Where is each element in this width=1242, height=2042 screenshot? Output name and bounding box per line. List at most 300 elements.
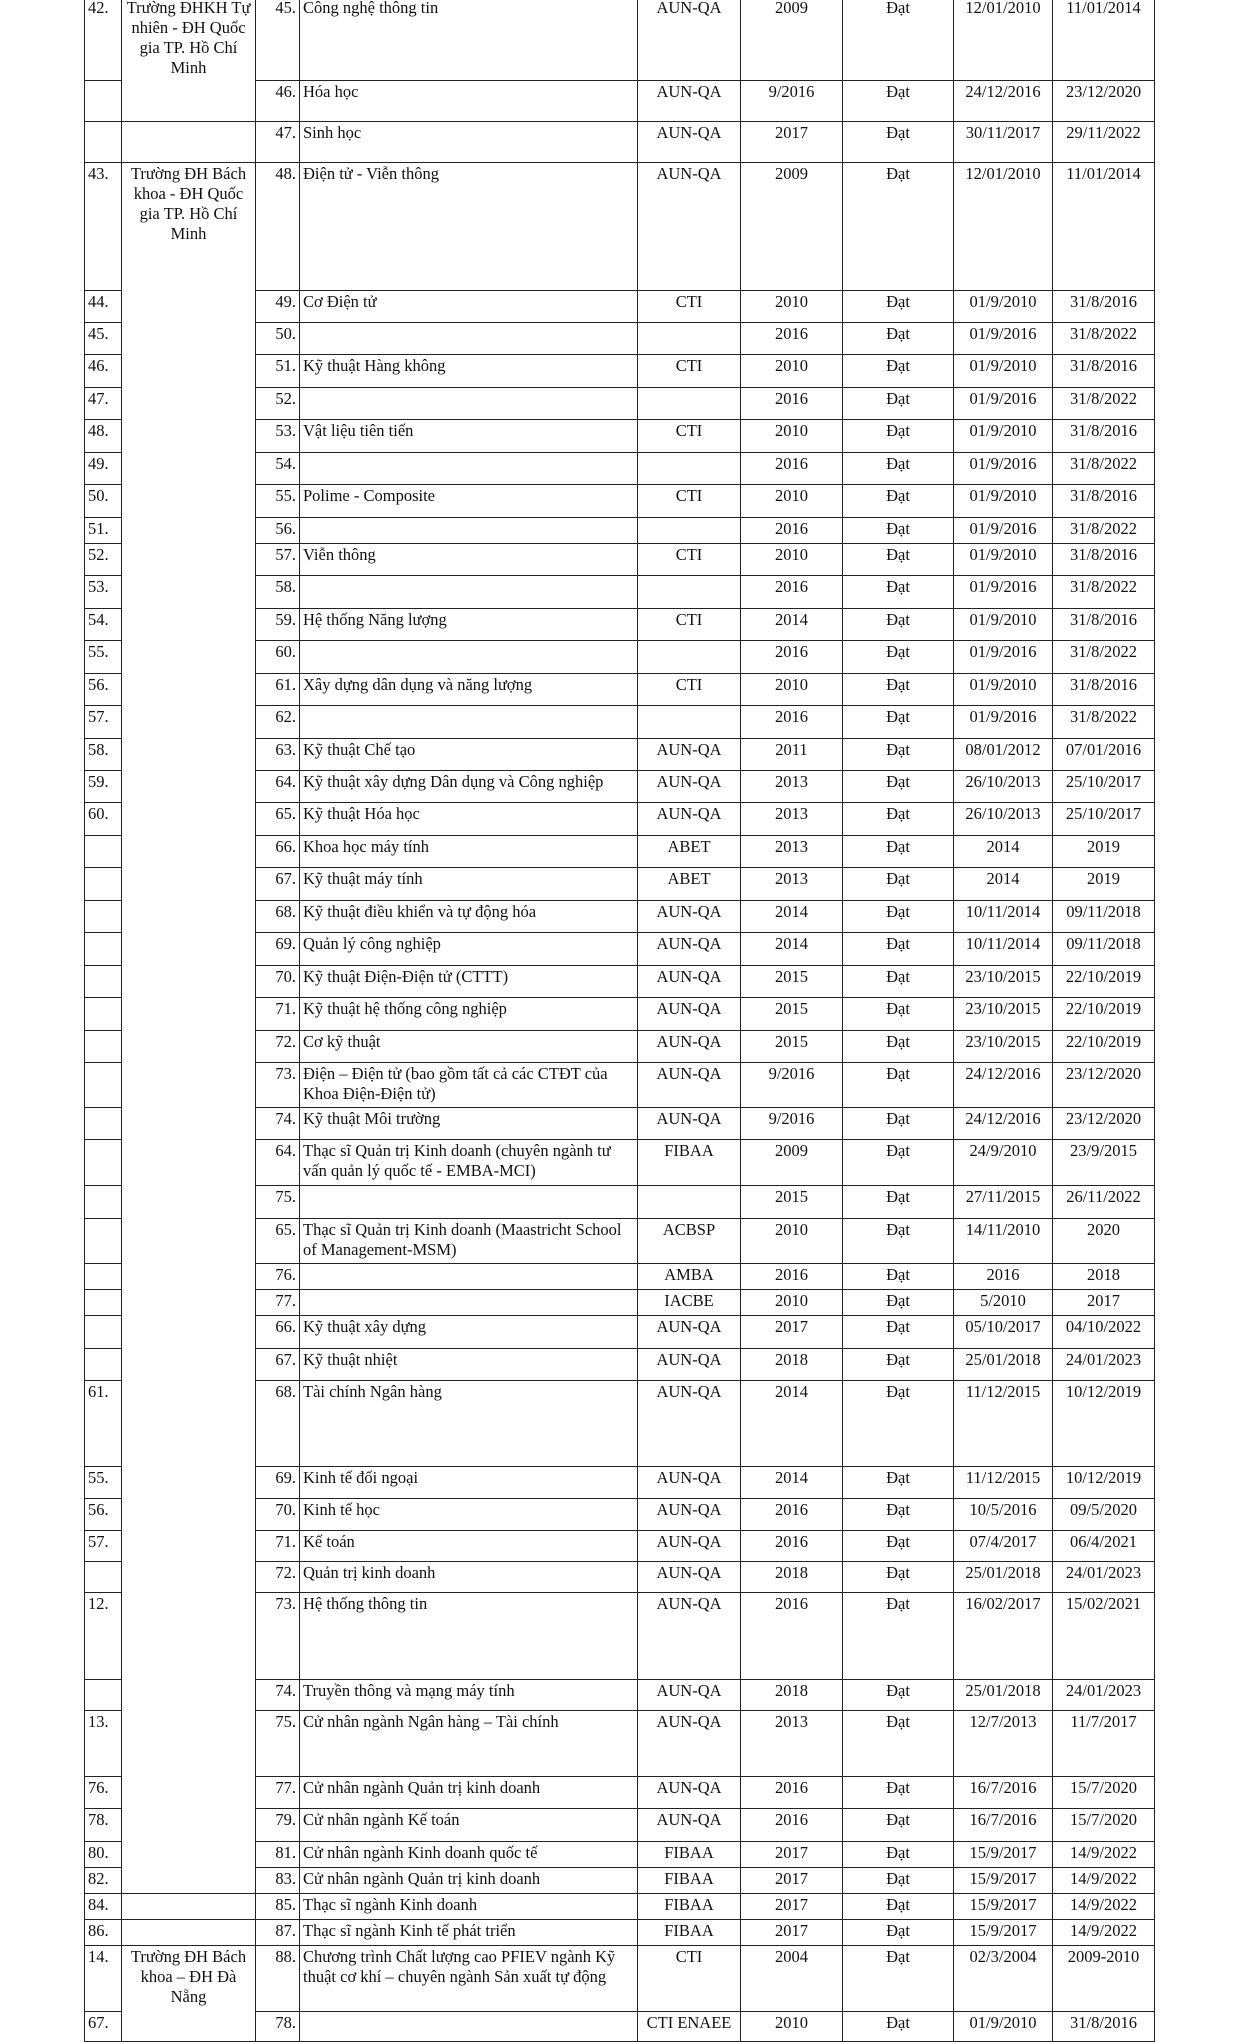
evaluation-result: Đạt: [843, 901, 954, 933]
program-name: Cử nhân ngành Ngân hàng – Tài chính: [300, 1711, 638, 1777]
evaluation-result: Đạt: [843, 163, 954, 291]
certificate-expiry-date: 2017: [1053, 1290, 1155, 1316]
accreditation-standard: AUN-QA: [638, 933, 741, 966]
program-number: 59.: [256, 609, 300, 641]
program-number: 83.: [256, 1868, 300, 1894]
certificate-expiry-date: 31/8/2022: [1053, 323, 1155, 355]
certificate-issue-date: 25/01/2018: [954, 1349, 1053, 1381]
program-name: [300, 1290, 638, 1316]
evaluation-result: Đạt: [843, 1711, 954, 1777]
program-number: 70.: [256, 966, 300, 998]
certificate-issue-date: 14/11/2010: [954, 1219, 1053, 1264]
row-number: 12.: [85, 1593, 122, 1680]
certificate-expiry-date: 2020: [1053, 1219, 1155, 1264]
evaluation-year: 2009: [741, 163, 843, 291]
certificate-issue-date: 15/9/2017: [954, 1868, 1053, 1894]
program-number: 58.: [256, 576, 300, 609]
program-number: 74.: [256, 1108, 300, 1140]
program-number: 68.: [256, 1381, 300, 1467]
evaluation-result: Đạt: [843, 609, 954, 641]
row-number: [85, 1186, 122, 1219]
program-name: Điện – Điện tử (bao gồm tất cả các CTĐT của Khoa Điện-Điện tử): [300, 1063, 638, 1108]
certificate-expiry-date: 10/12/2019: [1053, 1467, 1155, 1499]
program-number: 45.: [256, 0, 300, 81]
certificate-issue-date: 01/9/2010: [954, 420, 1053, 453]
accreditation-standard: ABET: [638, 836, 741, 868]
program-name: [300, 323, 638, 355]
certificate-issue-date: 15/9/2017: [954, 1920, 1053, 1946]
accreditation-standard: AUN-QA: [638, 122, 741, 163]
certificate-issue-date: 05/10/2017: [954, 1316, 1053, 1349]
program-number: 61.: [256, 674, 300, 706]
evaluation-result: Đạt: [843, 323, 954, 355]
evaluation-year: 2017: [741, 1842, 843, 1868]
row-number: [85, 998, 122, 1031]
certificate-expiry-date: 09/5/2020: [1053, 1499, 1155, 1531]
certificate-expiry-date: 31/8/2022: [1053, 518, 1155, 544]
accreditation-standard: AMBA: [638, 1264, 741, 1290]
program-number: 69.: [256, 1467, 300, 1499]
accreditation-standard: AUN-QA: [638, 739, 741, 771]
program-name: Vật liệu tiên tiến: [300, 420, 638, 453]
program-number: 56.: [256, 518, 300, 544]
program-number: 76.: [256, 1264, 300, 1290]
accreditation-standard: FIBAA: [638, 1920, 741, 1946]
certificate-expiry-date: 04/10/2022: [1053, 1316, 1155, 1349]
program-name: Hóa học: [300, 81, 638, 122]
evaluation-year: 2004: [741, 1946, 843, 2012]
evaluation-year: 2010: [741, 485, 843, 518]
accreditation-standard: FIBAA: [638, 1842, 741, 1868]
accreditation-standard: CTI: [638, 674, 741, 706]
table-row: [85, 163, 1155, 291]
program-name: Kỹ thuật hệ thống công nghiệp: [300, 998, 638, 1031]
accreditation-standard: [638, 388, 741, 420]
evaluation-result: Đạt: [843, 1031, 954, 1063]
certificate-issue-date: 11/12/2015: [954, 1467, 1053, 1499]
certificate-issue-date: 12/7/2013: [954, 1711, 1053, 1777]
certificate-expiry-date: 26/11/2022: [1053, 1186, 1155, 1219]
evaluation-year: 2014: [741, 609, 843, 641]
certificate-expiry-date: 31/8/2016: [1053, 544, 1155, 576]
certificate-expiry-date: 31/8/2022: [1053, 576, 1155, 609]
evaluation-result: Đạt: [843, 1140, 954, 1186]
evaluation-year: 2016: [741, 1809, 843, 1842]
evaluation-result: Đạt: [843, 81, 954, 122]
accreditation-table: [84, 0, 1155, 2042]
program-number: 47.: [256, 122, 300, 163]
evaluation-result: Đạt: [843, 1809, 954, 1842]
row-number: [85, 1680, 122, 1711]
program-number: 52.: [256, 388, 300, 420]
certificate-issue-date: 24/12/2016: [954, 81, 1053, 122]
evaluation-result: Đạt: [843, 771, 954, 803]
evaluation-result: Đạt: [843, 998, 954, 1031]
evaluation-result: Đạt: [843, 291, 954, 323]
evaluation-year: 2015: [741, 1031, 843, 1063]
certificate-issue-date: 01/9/2010: [954, 485, 1053, 518]
certificate-issue-date: 12/01/2010: [954, 163, 1053, 291]
row-number: [85, 966, 122, 998]
evaluation-result: Đạt: [843, 1467, 954, 1499]
program-number: 78.: [256, 2012, 300, 2042]
table-body: [85, 0, 1155, 2042]
program-name: Khoa học máy tính: [300, 836, 638, 868]
accreditation-standard: AUN-QA: [638, 1531, 741, 1562]
accreditation-standard: FIBAA: [638, 1140, 741, 1186]
evaluation-year: 2013: [741, 836, 843, 868]
certificate-expiry-date: 31/8/2022: [1053, 641, 1155, 674]
row-number: 86.: [85, 1920, 122, 1946]
certificate-issue-date: 27/11/2015: [954, 1186, 1053, 1219]
evaluation-year: 2016: [741, 453, 843, 485]
certificate-issue-date: 01/9/2010: [954, 544, 1053, 576]
row-number: 47.: [85, 388, 122, 420]
program-name: Kinh tế đối ngoại: [300, 1467, 638, 1499]
program-name: Kỹ thuật nhiệt: [300, 1349, 638, 1381]
program-name: Kỹ thuật Môi trường: [300, 1108, 638, 1140]
certificate-expiry-date: 14/9/2022: [1053, 1842, 1155, 1868]
evaluation-year: 2016: [741, 1531, 843, 1562]
accreditation-standard: IACBE: [638, 1290, 741, 1316]
evaluation-result: Đạt: [843, 1063, 954, 1108]
certificate-issue-date: 15/9/2017: [954, 1842, 1053, 1868]
row-number: 60.: [85, 803, 122, 836]
evaluation-year: 2009: [741, 0, 843, 81]
certificate-issue-date: 16/02/2017: [954, 1593, 1053, 1680]
certificate-issue-date: 08/01/2012: [954, 739, 1053, 771]
certificate-issue-date: 01/9/2010: [954, 291, 1053, 323]
certificate-issue-date: 01/9/2010: [954, 355, 1053, 388]
evaluation-result: Đạt: [843, 518, 954, 544]
accreditation-standard: AUN-QA: [638, 1063, 741, 1108]
certificate-expiry-date: 23/9/2015: [1053, 1140, 1155, 1186]
program-number: 77.: [256, 1777, 300, 1809]
certificate-issue-date: 01/9/2010: [954, 674, 1053, 706]
evaluation-result: Đạt: [843, 1531, 954, 1562]
evaluation-result: Đạt: [843, 1946, 954, 2012]
row-number: 58.: [85, 739, 122, 771]
evaluation-year: 2013: [741, 771, 843, 803]
accreditation-standard: AUN-QA: [638, 163, 741, 291]
program-name: [300, 2012, 638, 2042]
certificate-expiry-date: 22/10/2019: [1053, 998, 1155, 1031]
program-number: 71.: [256, 998, 300, 1031]
evaluation-year: 2013: [741, 803, 843, 836]
row-number: 76.: [85, 1777, 122, 1809]
row-number: 61.: [85, 1381, 122, 1467]
certificate-expiry-date: 11/01/2014: [1053, 163, 1155, 291]
university-name: Trường ĐHKH Tự nhiên - ĐH Quốc gia TP. Hồ Chí Minh: [122, 0, 256, 122]
program-number: 69.: [256, 933, 300, 966]
row-number: 46.: [85, 355, 122, 388]
program-name: Hệ thống Năng lượng: [300, 609, 638, 641]
certificate-expiry-date: 24/01/2023: [1053, 1680, 1155, 1711]
evaluation-year: 2014: [741, 1467, 843, 1499]
university-name: Trường ĐH Bách khoa - ĐH Quốc gia TP. Hồ Chí Minh: [122, 163, 256, 1894]
row-number: 56.: [85, 674, 122, 706]
evaluation-year: 2013: [741, 868, 843, 901]
row-number: 67.: [85, 2012, 122, 2042]
evaluation-year: 2017: [741, 1316, 843, 1349]
evaluation-year: 2018: [741, 1680, 843, 1711]
row-number: 51.: [85, 518, 122, 544]
evaluation-result: Đạt: [843, 641, 954, 674]
evaluation-result: Đạt: [843, 420, 954, 453]
evaluation-result: Đạt: [843, 1562, 954, 1593]
program-number: 62.: [256, 706, 300, 739]
row-number: 82.: [85, 1868, 122, 1894]
certificate-expiry-date: 23/12/2020: [1053, 81, 1155, 122]
accreditation-standard: AUN-QA: [638, 1499, 741, 1531]
certificate-issue-date: 16/7/2016: [954, 1809, 1053, 1842]
evaluation-result: Đạt: [843, 0, 954, 81]
accreditation-standard: AUN-QA: [638, 1316, 741, 1349]
row-number: 80.: [85, 1842, 122, 1868]
evaluation-result: Đạt: [843, 453, 954, 485]
evaluation-year: 2016: [741, 641, 843, 674]
program-number: 77.: [256, 1290, 300, 1316]
program-name: Thạc sĩ Quản trị Kinh doanh (Maastricht School of Management-MSM): [300, 1219, 638, 1264]
certificate-expiry-date: 29/11/2022: [1053, 122, 1155, 163]
certificate-expiry-date: 31/8/2016: [1053, 609, 1155, 641]
certificate-expiry-date: 31/8/2016: [1053, 2012, 1155, 2042]
program-number: 81.: [256, 1842, 300, 1868]
accreditation-standard: CTI: [638, 609, 741, 641]
program-number: 46.: [256, 81, 300, 122]
program-number: 55.: [256, 485, 300, 518]
program-name: Viễn thông: [300, 544, 638, 576]
accreditation-standard: AUN-QA: [638, 803, 741, 836]
row-number: 53.: [85, 576, 122, 609]
program-name: [300, 1186, 638, 1219]
row-number: [85, 1063, 122, 1108]
program-name: Thạc sĩ ngành Kinh tế phát triển: [300, 1920, 638, 1946]
program-number: 67.: [256, 868, 300, 901]
program-number: 68.: [256, 901, 300, 933]
program-number: 88.: [256, 1946, 300, 2012]
certificate-expiry-date: 14/9/2022: [1053, 1894, 1155, 1920]
program-name: Tài chính Ngân hàng: [300, 1381, 638, 1467]
certificate-issue-date: 26/10/2013: [954, 771, 1053, 803]
row-number: 52.: [85, 544, 122, 576]
evaluation-year: 2016: [741, 1499, 843, 1531]
program-name: Hệ thống thông tin: [300, 1593, 638, 1680]
evaluation-result: Đạt: [843, 706, 954, 739]
certificate-expiry-date: 31/8/2016: [1053, 674, 1155, 706]
evaluation-year: 2018: [741, 1562, 843, 1593]
evaluation-result: Đạt: [843, 1499, 954, 1531]
program-name: Kỹ thuật điều khiển và tự động hóa: [300, 901, 638, 933]
evaluation-year: 2016: [741, 323, 843, 355]
program-number: 64.: [256, 771, 300, 803]
program-name: Quản trị kinh doanh: [300, 1562, 638, 1593]
program-number: 72.: [256, 1562, 300, 1593]
evaluation-year: 2010: [741, 1219, 843, 1264]
evaluation-year: 9/2016: [741, 81, 843, 122]
program-number: 53.: [256, 420, 300, 453]
evaluation-result: Đạt: [843, 1842, 954, 1868]
program-name: Sinh học: [300, 122, 638, 163]
row-number: 57.: [85, 706, 122, 739]
evaluation-year: 2014: [741, 933, 843, 966]
row-number: [85, 1349, 122, 1381]
program-name: Kỹ thuật Chế tạo: [300, 739, 638, 771]
certificate-expiry-date: 10/12/2019: [1053, 1381, 1155, 1467]
certificate-issue-date: 01/9/2010: [954, 609, 1053, 641]
evaluation-result: Đạt: [843, 1219, 954, 1264]
evaluation-result: Đạt: [843, 1894, 954, 1920]
program-name: [300, 453, 638, 485]
accreditation-standard: AUN-QA: [638, 901, 741, 933]
program-name: [300, 706, 638, 739]
certificate-issue-date: 01/9/2016: [954, 641, 1053, 674]
certificate-expiry-date: 09/11/2018: [1053, 933, 1155, 966]
program-name: Kỹ thuật Điện-Điện tử (CTTT): [300, 966, 638, 998]
program-number: 75.: [256, 1186, 300, 1219]
evaluation-year: 2011: [741, 739, 843, 771]
row-number: 57.: [85, 1531, 122, 1562]
certificate-issue-date: 01/9/2010: [954, 2012, 1053, 2042]
row-number: 84.: [85, 1894, 122, 1920]
table-row: [85, 1946, 1155, 2012]
accreditation-standard: AUN-QA: [638, 81, 741, 122]
accreditation-standard: AUN-QA: [638, 1031, 741, 1063]
evaluation-result: Đạt: [843, 1264, 954, 1290]
program-number: 70.: [256, 1499, 300, 1531]
certificate-expiry-date: 31/8/2016: [1053, 355, 1155, 388]
certificate-issue-date: 01/9/2016: [954, 706, 1053, 739]
evaluation-result: Đạt: [843, 1316, 954, 1349]
accreditation-standard: AUN-QA: [638, 966, 741, 998]
accreditation-standard: AUN-QA: [638, 1349, 741, 1381]
certificate-issue-date: 15/9/2017: [954, 1894, 1053, 1920]
row-number: 50.: [85, 485, 122, 518]
table-row: [85, 122, 1155, 163]
accreditation-standard: FIBAA: [638, 1868, 741, 1894]
certificate-expiry-date: 14/9/2022: [1053, 1920, 1155, 1946]
certificate-issue-date: 30/11/2017: [954, 122, 1053, 163]
row-number: [85, 1290, 122, 1316]
accreditation-standard: ACBSP: [638, 1219, 741, 1264]
program-name: Cử nhân ngành Kinh doanh quốc tế: [300, 1842, 638, 1868]
row-number: [85, 1108, 122, 1140]
university-name: Trường ĐH Bách khoa – ĐH Đà Nẵng: [122, 1946, 256, 2042]
evaluation-result: Đạt: [843, 836, 954, 868]
evaluation-result: Đạt: [843, 1680, 954, 1711]
row-number: 54.: [85, 609, 122, 641]
program-number: 72.: [256, 1031, 300, 1063]
program-number: 73.: [256, 1063, 300, 1108]
program-name: [300, 641, 638, 674]
program-number: 63.: [256, 739, 300, 771]
evaluation-result: Đạt: [843, 1108, 954, 1140]
evaluation-year: 2017: [741, 122, 843, 163]
program-number: 65.: [256, 803, 300, 836]
evaluation-year: 2010: [741, 544, 843, 576]
accreditation-standard: [638, 323, 741, 355]
evaluation-result: Đạt: [843, 122, 954, 163]
program-number: 65.: [256, 1219, 300, 1264]
evaluation-result: Đạt: [843, 576, 954, 609]
evaluation-result: Đạt: [843, 544, 954, 576]
evaluation-year: 2017: [741, 1894, 843, 1920]
evaluation-year: 2017: [741, 1868, 843, 1894]
row-number: 44.: [85, 291, 122, 323]
evaluation-year: 2016: [741, 518, 843, 544]
evaluation-year: 2015: [741, 1186, 843, 1219]
certificate-issue-date: 01/9/2016: [954, 323, 1053, 355]
accreditation-standard: [638, 1186, 741, 1219]
certificate-issue-date: 23/10/2015: [954, 998, 1053, 1031]
program-number: 66.: [256, 836, 300, 868]
program-name: Kỹ thuật Hóa học: [300, 803, 638, 836]
accreditation-standard: CTI: [638, 485, 741, 518]
certificate-expiry-date: 31/8/2022: [1053, 388, 1155, 420]
accreditation-standard: CTI: [638, 1946, 741, 2012]
row-number: 78.: [85, 1809, 122, 1842]
certificate-expiry-date: 22/10/2019: [1053, 1031, 1155, 1063]
program-number: 60.: [256, 641, 300, 674]
accreditation-standard: AUN-QA: [638, 1467, 741, 1499]
evaluation-result: Đạt: [843, 1920, 954, 1946]
certificate-issue-date: 26/10/2013: [954, 803, 1053, 836]
certificate-issue-date: 24/12/2016: [954, 1063, 1053, 1108]
program-number: 85.: [256, 1894, 300, 1920]
program-number: 57.: [256, 544, 300, 576]
evaluation-year: 2010: [741, 355, 843, 388]
row-number: 55.: [85, 641, 122, 674]
evaluation-result: Đạt: [843, 966, 954, 998]
row-number: 13.: [85, 1711, 122, 1777]
accreditation-standard: [638, 453, 741, 485]
certificate-issue-date: 23/10/2015: [954, 966, 1053, 998]
program-name: [300, 1264, 638, 1290]
accreditation-standard: AUN-QA: [638, 1108, 741, 1140]
program-name: Kế toán: [300, 1531, 638, 1562]
certificate-expiry-date: 2009-2010: [1053, 1946, 1155, 2012]
certificate-expiry-date: 23/12/2020: [1053, 1108, 1155, 1140]
program-number: 54.: [256, 453, 300, 485]
program-number: 73.: [256, 1593, 300, 1680]
row-number: 14.: [85, 1946, 122, 2012]
certificate-expiry-date: 2019: [1053, 868, 1155, 901]
program-name: Công nghệ thông tin: [300, 0, 638, 81]
certificate-issue-date: 10/11/2014: [954, 933, 1053, 966]
evaluation-result: Đạt: [843, 1290, 954, 1316]
accreditation-standard: CTI: [638, 355, 741, 388]
program-number: 51.: [256, 355, 300, 388]
certificate-expiry-date: 22/10/2019: [1053, 966, 1155, 998]
row-number: 42.: [85, 0, 122, 81]
evaluation-year: 2015: [741, 966, 843, 998]
certificate-issue-date: 01/9/2016: [954, 576, 1053, 609]
accreditation-standard: CTI: [638, 291, 741, 323]
row-number: [85, 1316, 122, 1349]
program-name: Điện tử - Viễn thông: [300, 163, 638, 291]
evaluation-year: 2010: [741, 2012, 843, 2042]
table-row: [85, 0, 1155, 81]
certificate-issue-date: 01/9/2016: [954, 453, 1053, 485]
certificate-expiry-date: 31/8/2022: [1053, 706, 1155, 739]
accreditation-standard: [638, 518, 741, 544]
evaluation-year: 2010: [741, 674, 843, 706]
row-number: [85, 836, 122, 868]
certificate-issue-date: 11/12/2015: [954, 1381, 1053, 1467]
evaluation-year: 2010: [741, 291, 843, 323]
certificate-issue-date: 2016: [954, 1264, 1053, 1290]
row-number: 45.: [85, 323, 122, 355]
